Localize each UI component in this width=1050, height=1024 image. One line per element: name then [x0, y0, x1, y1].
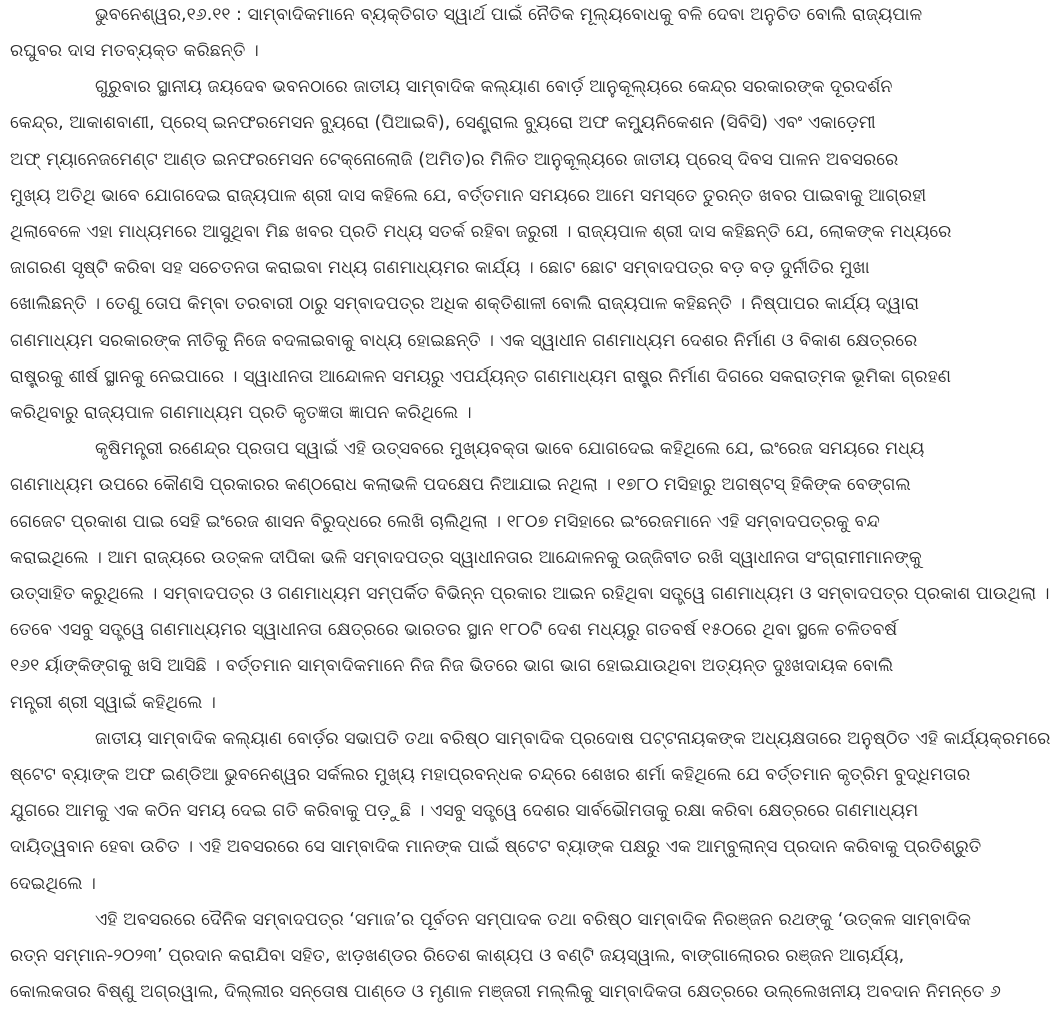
article-text-line: ମୁଖ୍ୟ ଅତିଥି ଭାବେ ଯୋଗଦେଇ ରାଜ୍ୟପାଳ ଶ୍ରୀ ଦାସ କହିଲେ ଯେ, ବର୍ତ୍ତମାନ ସମୟରେ ଆମେ ସମସ୍ତେ ତୁରନ୍ତ ଖବର ପାଇବାକୁ ଆଗ୍ରହୀ	[10, 186, 927, 206]
article-text-line: ଜାଗରଣ ସୃଷ୍ଟି କରିବା ସହ ସଚେତନତା କରାଇବା ମଧ୍ୟ ଗଣମାଧ୍ୟମର କାର୍ଯ୍ୟ । ଛୋଟ ଛୋଟ ସମ୍ବାଦପତ୍ର ବଡ଼ ବଡ଼ ଦୁର୍ନୀତିର ମୁଖା	[10, 258, 870, 278]
article-text-line: ଉତ୍ସାହିତ କରୁଥିଲେ । ସମ୍ବାଦପତ୍ର ଓ ଗଣମାଧ୍ୟମ ସମ୍ପର୍କିତ ବିଭିନ୍ନ ପ୍ରକାର ଆଇନ ରହିଥିବା ସତ୍ତ୍ୱେ ଗଣମାଧ୍ୟମ ଓ ସମ୍ବାଦପତ୍ର ପ୍ରକାଶ ପାଉଥିଲା ।	[10, 584, 1050, 604]
article-text-line: କରାଇଥିଲେ । ଆମ ରାଜ୍ୟରେ ଉତ୍କଳ ଦୀପିକା ଭଳି ସମ୍ବାଦପତ୍ର ସ୍ୱାଧୀନତାର ଆନ୍ଦୋଳନକୁ ଉଜ୍ଜିବୀତ ରଖି ସ୍ୱାଧୀନତା ସଂଗ୍ରାମୀମାନଙ୍କୁ	[10, 548, 922, 568]
paragraph-first-line: ଗୁରୁବାର ସ୍ଥାନୀୟ ଜୟଦେବ ଭବନଠାରେ ଜାତୀୟ ସାମ୍ବାଦିକ କଲ୍ୟାଣ ବୋର୍ଡ଼ ଆନୁକୂଲ୍ୟରେ କେନ୍ଦ୍ର ସରକାରଙ୍କ ଦୂରଦର୍ଶନ	[95, 77, 893, 97]
article-text-line: କରିଥିବାରୁ ରାଜ୍ୟପାଳ ଗଣମାଧ୍ୟମ ପ୍ରତି କୃତଜ୍ଞତା ଜ୍ଞାପନ କରିଥିଲେ ।	[10, 403, 472, 423]
paragraph-first-line: ଜାତୀୟ ସାମ୍ବାଦିକ କଲ୍ୟାଣ ବୋର୍ଡ଼ର ସଭାପତି ତଥା ବରିଷ୍ଠ ସାମ୍ବାଦିକ ପ୍ରଦୋଷ ପଟ୍ଟନାୟକଙ୍କ ଅଧ୍ୟକ୍ଷତାରେ ଅନୁଷ୍ଠିତ ଏହି କାର୍ଯ୍ୟକ୍ରମରେ	[95, 729, 1050, 749]
article-text-line: ଖୋଲିଛନ୍ତି । ତେଣୁ ତୋପ କିମ୍ବା ତରବାରୀ ଠାରୁ ସମ୍ବାଦପତ୍ର ଅଧିକ ଶକ୍ତିଶାଳୀ ବୋଲି ରାଜ୍ୟପାଳ କହିଛନ୍ତି । ନିଷ୍ପାପର କାର୍ଯ୍ୟ ଦ୍ୱାରା	[10, 294, 919, 314]
paragraph-first-line: କୃଷିମନ୍ତ୍ରୀ ରଣେନ୍ଦ୍ର ପ୍ରତାପ ସ୍ୱାଇଁ ଏହି ଉତ୍ସବରେ ମୁଖ୍ୟବକ୍ତା ଭାବେ ଯୋଗଦେଇ କହିଥିଲେ ଯେ, ଇଂରେଜ ସମୟରେ ମଧ୍ୟ	[95, 439, 925, 459]
article-text-line: କୋଲକତାର ବିଷ୍ଣୁ ଅଗ୍ରୱାଲ, ଦିଲ୍ଲୀର ସନ୍ତୋଷ ପାଣ୍ଡେ ଓ ମୃଣାଳ ମଞ୍ଜରୀ ମଲ୍ଲିକୁ ସାମ୍ବାଦିକତା କ୍ଷେତ୍ରରେ ଉଲ୍ଲେଖନୀୟ ଅବଦାନ ନିମନ୍ତେ ୬	[10, 982, 1001, 1002]
article-text-line: ରତ୍ନ ସମ୍ମାନ-୨୦୨୩’ ପ୍ରଦାନ କରାଯିବା ସହିତ, ଝାଡ଼ଖଣ୍ଡର ରିତେଶ କାଶ୍ୟପ ଓ ବଣ୍ଟି ଜୟସ୍ୱାଲ, ବାଙ୍ଗାଲୋରର ରଞ୍ଜନ ଆଚାର୍ଯ୍ୟ,	[10, 946, 905, 966]
paragraph-first-line: ଏହି ଅବସରରେ ଦୈନିକ ସମ୍ବାଦପତ୍ର ‘ସମାଜ’ର ପୂର୍ବତନ ସମ୍ପାଦକ ତଥା ବରିଷ୍ଠ ସାମ୍ବାଦିକ ନିରଞ୍ଜନ ରଥଙ୍କୁ ‘ଉତ୍କଳ ସାମ୍ବାଦିକ	[95, 910, 971, 930]
article-text-line: ୧୬୧ ର୍ୟାଙ୍କିଙ୍ଗକୁ ଖସି ଆସିଛି । ବର୍ତ୍ତମାନ ସାମ୍ବାଦିକମାନେ ନିଜ ନିଜ ଭିତରେ ଭାଗ ଭାଗ ହୋଇଯାଉଥିବା ଅତ୍ୟନ୍ତ ଦୁଃଖଦାୟକ ବୋଲି	[10, 656, 894, 676]
article-text-line: ଷ୍ଟେଟ ବ୍ୟାଙ୍କ ଅଫ ଇଣ୍ଡିଆ ଭୁବନେଶ୍ୱର ସର୍କଲର ମୁଖ୍ୟ ମହାପ୍ରବନ୍ଧକ ଚନ୍ଦ୍ରେ ଶେଖର ଶର୍ମା କହିଥିଲେ ଯେ ବର୍ତ୍ତମାନ କୃତ୍ରିମ ବୁଦ୍ଧିମତାର	[10, 765, 971, 785]
article-text-line: ତେବେ ଏସବୁ ସତ୍ତ୍ୱେ ଗଣମାଧ୍ୟମର ସ୍ୱାଧୀନତା କ୍ଷେତ୍ରରେ ଭାରତର ସ୍ଥାନ ୧୮୦ଟି ଦେଶ ମଧ୍ୟରୁ ଗତବର୍ଷ ୧୫୦ରେ ଥିବା ସ୍ଥଳେ ଚଳିତବର୍ଷ	[10, 620, 898, 640]
article-text-line: କେନ୍ଦ୍ର, ଆକାଶବାଣୀ, ପ୍ରେସ୍ ଇନଫରମେସନ ବ୍ୟୁରୋ (ପିଆଇବି), ସେଣ୍ଟ୍ରାଲ ବ୍ୟୁରୋ ଅଫ କମ୍ୟୁନିକେଶନ (ସିବିସି) ଏବଂ ଏକାଡ଼େମୀ	[10, 113, 876, 133]
article-text-line: ଦାୟିତ୍ୱବାନ ହେବା ଉଚିତ । ଏହି ଅବସରରେ ସେ ସାମ୍ବାଦିକ ମାନଙ୍କ ପାଇଁ ଷ୍ଟେଟ ବ୍ୟାଙ୍କ ପକ୍ଷରୁ ଏକ ଆମ୍ବୁଲାନ୍ସ ପ୍ରଦାନ କରିବାକୁ ପ୍ରତିଶ୍ରୁତି	[10, 837, 982, 857]
article-text-line: ଥିଲାବେଳେ ଏହା ମାଧ୍ୟମରେ ଆସୁଥିବା ମିଛ ଖବର ପ୍ରତି ମଧ୍ୟ ସତର୍କ ରହିବା ଜରୁରୀ । ରାଜ୍ୟପାଳ ଶ୍ରୀ ଦାସ କହିଛନ୍ତି ଯେ, ଲୋକଙ୍କ ମଧ୍ୟରେ	[10, 222, 952, 242]
article-text-line: ଦେଇଥିଲେ ।	[10, 874, 96, 894]
article-text-line: ଗେଜେଟ ପ୍ରକାଶ ପାଇ ସେହି ଇଂରେଜ ଶାସନ ବିରୁଦ୍ଧରେ ଲେଖି ଚାଲିଥିଲା । ୧୮୦୭ ମସିହାରେ ଇଂରେଜମାନେ ଏହି ସମ୍ବାଦପତ୍ରକୁ ବନ୍ଦ	[10, 512, 880, 532]
article-text-line: ଗଣମାଧ୍ୟମ ସରକାରଙ୍କ ନୀତିକୁ ନିଜେ ବଦଳାଇବାକୁ ବାଧ୍ୟ ହୋଇଛନ୍ତି । ଏକ ସ୍ୱାଧୀନ ଗଣମାଧ୍ୟମ ଦେଶର ନିର୍ମାଣ ଓ ବିକାଶ କ୍ଷେତ୍ରରେ	[10, 331, 918, 351]
article-text-line: ଅଫ୍ ମ୍ୟାନେଜମେଣ୍ଟ ଆଣ୍ଡ ଇନଫରମେସନ ଟେକ୍ନୋଲୋଜି (ଅମିତ)ର ମିଳିତ ଆନୁକୂଲ୍ୟରେ ଜାତୀୟ ପ୍ରେସ୍ ଦିବସ ପାଳନ ଅବସରରେ	[10, 150, 899, 170]
article-text-line: ଗଣମାଧ୍ୟମ ଉପରେ କୌଣସି ପ୍ରକାରର କଣ୍ଠରୋଧ କଲାଭଳି ପଦକ୍ଷେପ ନିଆଯାଇ ନଥିଲା । ୧୭୮୦ ମସିହାରୁ ଅଗଷ୍ଟସ୍ ହିକିଙ୍କ ବେଙ୍ଗଲ	[10, 475, 911, 495]
article-text-line: ରଘୁବର ଦାସ ମତବ୍ୟକ୍ତ କରିଛନ୍ତି ।	[10, 41, 259, 61]
article-text-line: ମନ୍ତ୍ରୀ ଶ୍ରୀ ସ୍ୱାଇଁ କହିଥିଲେ ।	[10, 693, 216, 713]
article-text-line: ଯୁଗରେ ଆମକୁ ଏକ କଠିନ ସମୟ ଦେଇ ଗତି କରିବାକୁ ପଡ଼ୁଛି । ଏସବୁ ସତ୍ତ୍ୱେ ଦେଶର ସାର୍ବଭୌମତାକୁ ରକ୍ଷା କରିବା କ୍ଷେତ୍ରରେ ଗଣମାଧ୍ୟମ	[10, 801, 919, 821]
dateline-lead-line: ଭୁବନେଶ୍ୱର,୧୬.୧୧ : ସାମ୍ବାଦିକମାନେ ବ୍ୟକ୍ତିଗତ ସ୍ୱାର୍ଥ ପାଇଁ ନୈତିକ ମୂଲ୍ୟବୋଧକୁ ବଳି ଦେବା ଅନୁଚିତ ବୋଲି ରାଜ୍ୟପାଳ	[95, 5, 923, 25]
article-text-line: ରାଷ୍ଟ୍ରକୁ ଶୀର୍ଷ ସ୍ଥାନକୁ ନେଇପାରେ । ସ୍ୱାଧୀନତା ଆନ୍ଦୋଳନ ସମୟରୁ ଏପର୍ଯ୍ୟନ୍ତ ଗଣମାଧ୍ୟମ ରାଷ୍ଟ୍ର ନିର୍ମାଣ ଦିଗରେ ସକରାତ୍ମକ ଭୂମିକା ଗ୍ରହଣ	[10, 367, 952, 387]
